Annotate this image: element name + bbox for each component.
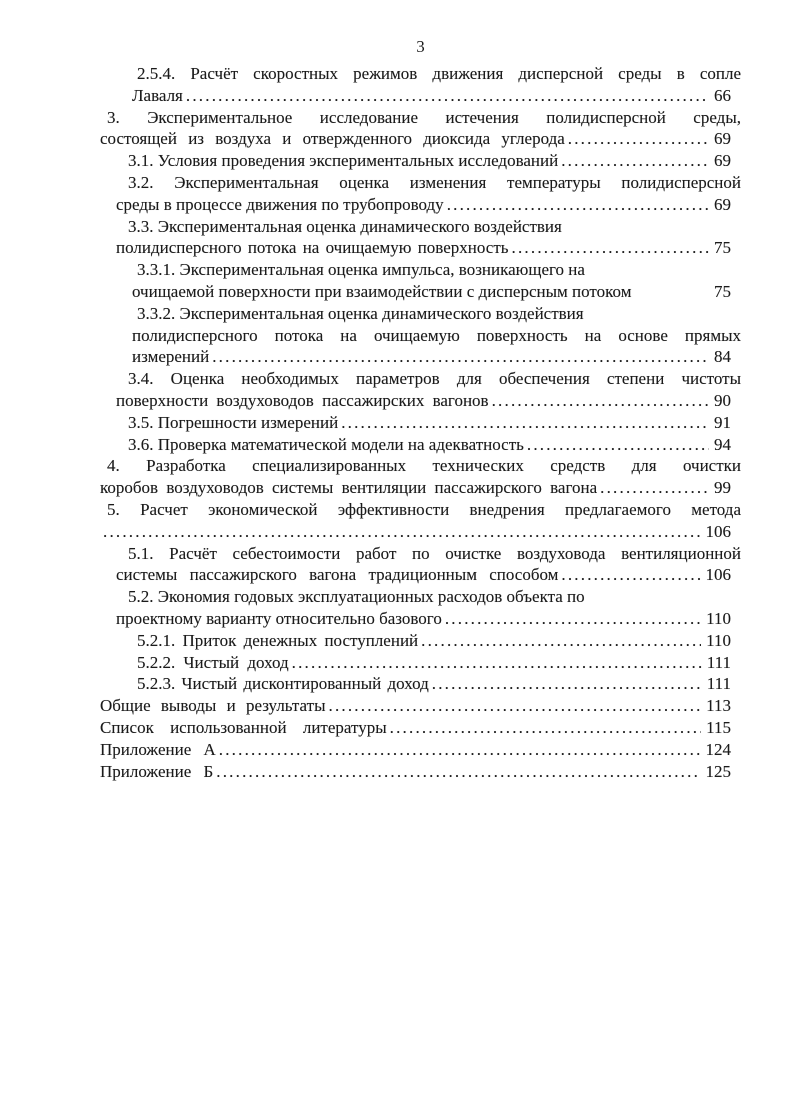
toc-page-number: 113 — [706, 696, 731, 716]
toc-entry-text: Лаваля — [132, 85, 183, 105]
toc-entry-line — [128, 434, 741, 456]
toc-entry-text: 3.3.1. Экспериментальная оценка импульса, возникающего на — [137, 260, 585, 280]
dot-leader — [509, 237, 709, 259]
toc-page-number: 111 — [706, 674, 731, 694]
dot-leader — [558, 150, 709, 172]
dot-leader — [597, 477, 709, 499]
table-of-contents — [100, 63, 741, 782]
toc-entry-text: 3. Экспериментальное исследование истечения полидисперсной среды, — [107, 107, 741, 127]
toc-entry-line — [137, 63, 741, 85]
toc-entry-line — [116, 608, 741, 630]
toc-entry-text: 3.5. Погрешности измерений — [128, 412, 339, 432]
toc-entry-text: Приложение Б — [100, 761, 214, 781]
toc-entry-line — [128, 543, 741, 565]
toc-entry-text: системы пассажирского вагона традиционным способом — [116, 565, 559, 585]
toc-entry-line — [137, 259, 741, 281]
dot-leader — [387, 717, 701, 739]
toc-entry-line — [128, 150, 741, 172]
dot-leader — [289, 652, 702, 674]
toc-entry-line — [100, 717, 741, 739]
toc-entry-text: 5.2. Экономия годовых эксплуатационных расходов объекта по — [128, 587, 585, 607]
toc-entry-text: 2.5.4. Расчёт скоростных режимов движения дисперсной среды в сопле — [137, 64, 741, 83]
dot-leader — [524, 434, 709, 456]
dot-leader — [183, 85, 709, 107]
toc-page-number: 84 — [714, 347, 731, 367]
toc-entry-line — [100, 128, 741, 150]
toc-entry-text: 3.1. Условия проведения экспериментальных исследований — [128, 151, 559, 171]
toc-entry-line — [100, 695, 741, 717]
toc-entry-line — [100, 739, 741, 761]
toc-entry-line — [116, 564, 741, 586]
dot-leader — [338, 412, 709, 434]
toc-entry-line — [128, 216, 741, 238]
toc-page-number: 124 — [705, 739, 731, 759]
dot-leader — [565, 128, 709, 150]
toc-entry-line — [137, 303, 741, 325]
toc-entry-text: 3.4. Оценка необходимых параметров для обеспечения степени чистоты — [128, 369, 741, 389]
toc-entry-text: коробов воздуховодов системы вентиляции пассажирского вагона — [100, 478, 598, 498]
toc-entry-line — [100, 761, 741, 783]
toc-entry-text: поверхности воздуховодов пассажирских вагонов — [116, 390, 489, 410]
toc-page-number: 115 — [706, 717, 731, 737]
toc-entry-text: полидисперсного потока на очищаемую поверхность — [116, 238, 509, 258]
toc-entry-line — [116, 237, 741, 259]
toc-entry-text: полидисперсного потока на очищаемую поверхность на основе прямых — [132, 325, 741, 345]
toc-page-number: 75 — [714, 238, 731, 258]
dot-leader — [209, 346, 709, 368]
dot-leader — [213, 761, 700, 783]
toc-entry-text: Приложение А — [100, 739, 216, 759]
toc-entry-line — [100, 477, 741, 499]
toc-entry-text: 3.3. Экспериментальная оценка динамического воздействия — [128, 216, 562, 236]
toc-page-number: 90 — [714, 390, 731, 410]
toc-entry-text: 3.6. Проверка математической модели на адекватность — [128, 434, 524, 454]
dot-leader — [326, 695, 702, 717]
toc-entry-text: состоящей из воздуха и отвержденного диоксида углерода — [100, 129, 565, 149]
toc-entry-line — [132, 281, 741, 303]
toc-page-number: 91 — [714, 412, 731, 432]
toc-entry-line — [128, 172, 741, 194]
toc-entry-text: 5.2.1. Приток денежных поступлений — [137, 630, 419, 650]
dot-leader — [442, 608, 701, 630]
dot-leader — [418, 630, 701, 652]
dot-leader — [489, 390, 709, 412]
toc-page-number: 69 — [714, 151, 731, 171]
toc-page-number: 69 — [714, 129, 731, 149]
toc-entry-text: 5.2.3. Чистый дисконтированный доход — [137, 674, 429, 694]
dot-leader — [100, 521, 701, 543]
toc-page-number: 99 — [714, 478, 731, 498]
page-number: 3 — [416, 37, 425, 56]
toc-entry-line — [100, 521, 741, 543]
toc-entry-line — [132, 325, 741, 347]
toc-entry-line — [107, 499, 741, 521]
toc-entry-line — [132, 346, 741, 368]
toc-entry-line — [137, 630, 741, 652]
toc-page-number: 94 — [714, 434, 731, 454]
toc-entry-line — [137, 673, 741, 695]
toc-entry-line — [128, 586, 741, 608]
toc-page-number: 111 — [706, 652, 731, 672]
toc-entry-text: 4. Разработка специализированных технических средств для очистки — [107, 456, 741, 476]
toc-entry-line — [137, 652, 741, 674]
toc-entry-text: проектному варианту относительно базового — [116, 608, 442, 628]
toc-entry-line — [116, 194, 741, 216]
toc-entry-text: 3.3.2. Экспериментальная оценка динамического воздействия — [137, 303, 584, 323]
toc-entry-text: среды в процессе движения по трубопроводу — [116, 194, 444, 214]
dot-leader — [444, 194, 709, 216]
toc-page-number: 66 — [714, 85, 731, 105]
toc-entry-text: Общие выводы и результаты — [100, 696, 326, 716]
dot-leader — [558, 564, 700, 586]
toc-entry-text: 5.1. Расчёт себестоимости работ по очистке воздуховода вентиляционной — [128, 543, 741, 563]
toc-entry-line — [132, 85, 741, 107]
toc-entry-text: измерений — [132, 347, 210, 367]
toc-page-number: 106 — [705, 521, 731, 541]
toc-page-number: 110 — [706, 608, 731, 628]
dot-leader — [429, 673, 702, 695]
toc-page-number: 69 — [714, 194, 731, 214]
toc-entry-line — [107, 107, 741, 129]
toc-entry-text: 3.2. Экспериментальная оценка изменения температуры полидисперсной — [128, 172, 741, 192]
toc-page-number: 125 — [705, 761, 731, 781]
toc-entry-text: очищаемой поверхности при взаимодействии с дисперсным потоком — [132, 281, 632, 301]
toc-entry-line — [116, 390, 741, 412]
toc-entry-line — [128, 368, 741, 390]
toc-page-number: 75 — [714, 281, 731, 301]
toc-entry-text: 5. Расчет экономической эффективности внедрения предлагаемого метода — [107, 499, 741, 519]
toc-page-number: 106 — [705, 565, 731, 585]
toc-page-number: 110 — [706, 630, 731, 650]
toc-entry-line — [107, 455, 741, 477]
toc-entry-text: Список использованной литературы — [100, 717, 387, 737]
toc-entry-text: 5.2.2. Чистый доход — [137, 652, 289, 672]
dot-leader — [216, 739, 701, 761]
toc-entry-line — [128, 412, 741, 434]
